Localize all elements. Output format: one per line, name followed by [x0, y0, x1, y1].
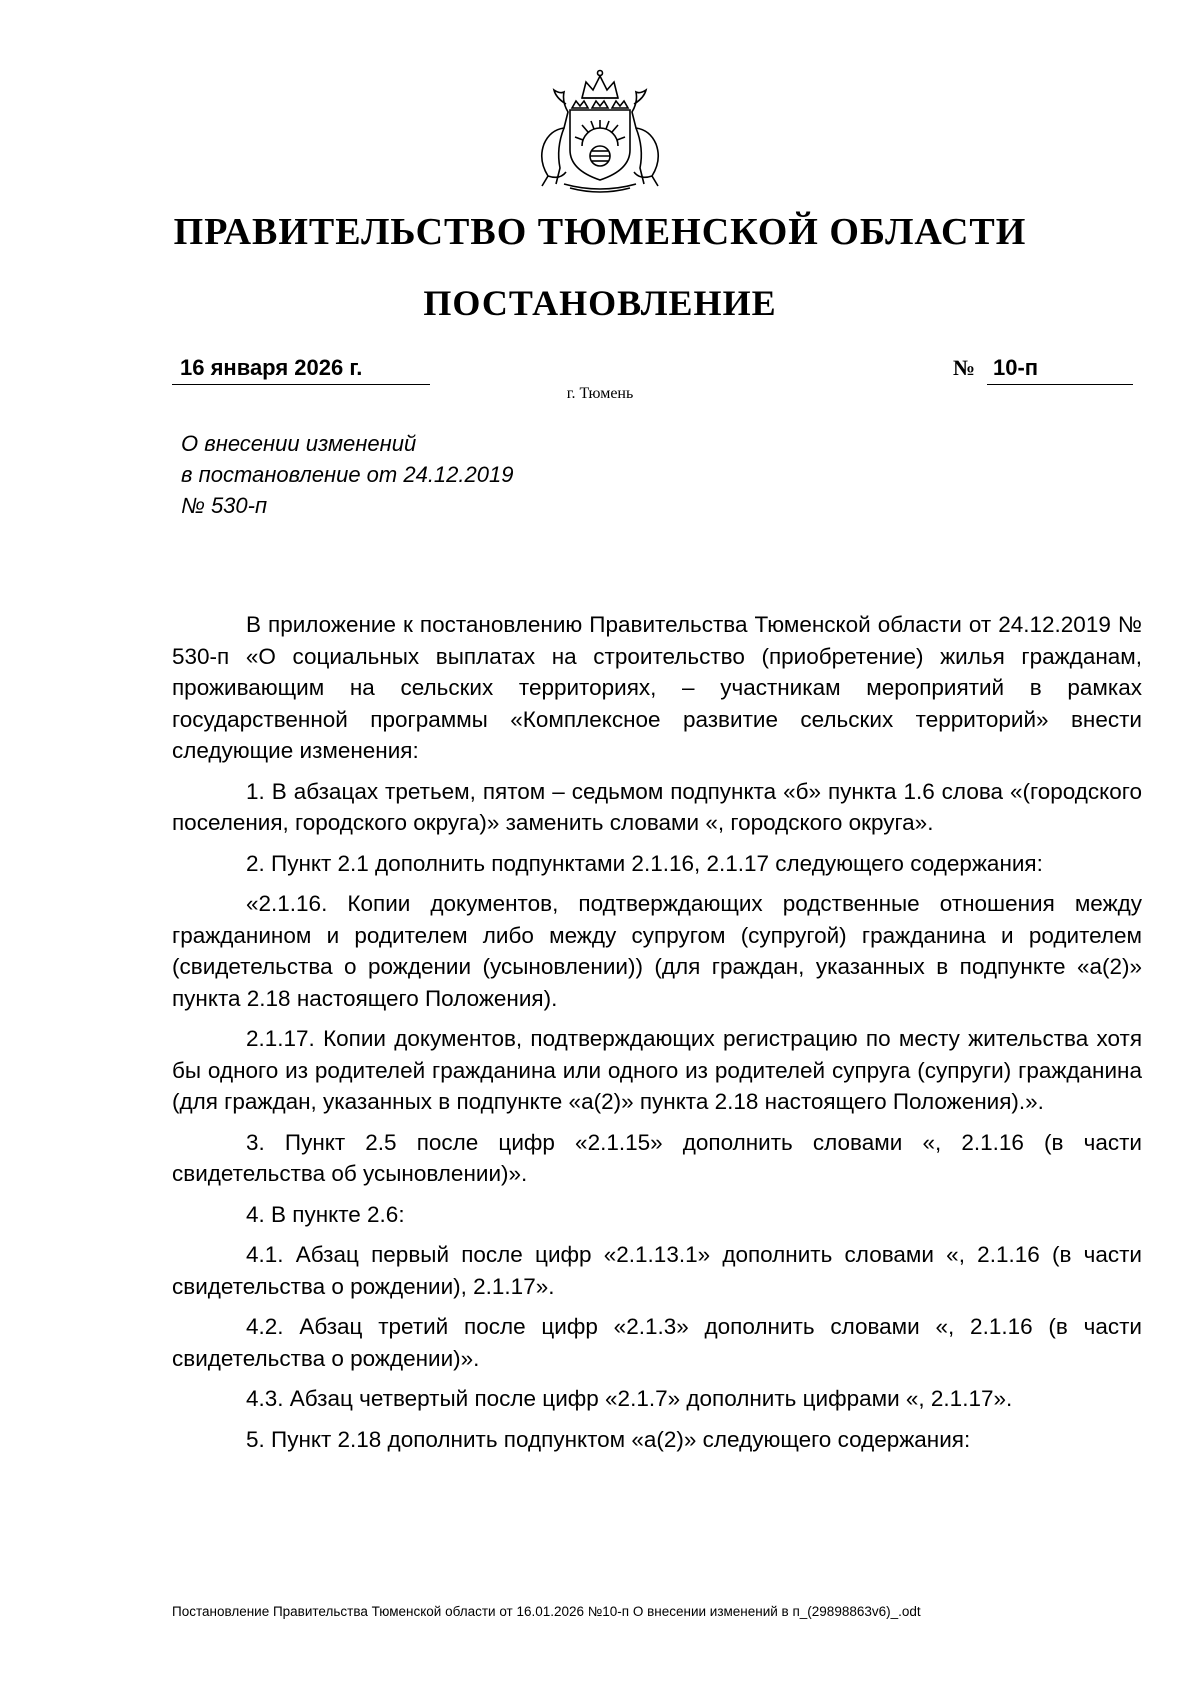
body-paragraph: 4.2. Абзац третий после цифр «2.1.3» дополнить словами «, 2.1.16 (в части свидетельства о рождении)».: [172, 1314, 1142, 1371]
date-field: [172, 354, 430, 385]
body-paragraph: «2.1.16. Копии документов, подтверждающих родственные отношения между гражданином и родителем либо между супругом (супругой) гражданина и родителем (свидетельства о рождении (усыновлении)) (для граждан, указанных в подпункте «а(2)» пункта 2.18 настоящего Положения).: [172, 891, 1142, 1011]
body-paragraph: 3. Пункт 2.5 после цифр «2.1.15» дополнить словами «, 2.1.16 (в части свидетельства об усыновлении)».: [172, 1129, 1142, 1186]
body-paragraph: 2. Пункт 2.1 дополнить подпунктами 2.1.16, 2.1.17 следующего содержания:: [246, 850, 1043, 876]
body-paragraph: 5. Пункт 2.18 дополнить подпунктом «а(2)» следующего содержания:: [246, 1426, 971, 1452]
number-label: №: [953, 355, 976, 380]
page-footer: Постановление Правительства Тюменской области от 16.01.2026 №10-п О внесении изменений в п_(29898863v6)_.odt: [172, 1604, 921, 1619]
body-paragraph: 4. В пункте 2.6:: [246, 1201, 405, 1227]
body-paragraph: 1. В абзацах третьем, пятом – седьмом подпункта «б» пункта 1.6 слова «(городского поселения, городского округа)» заменить словами «, городского округа».: [172, 778, 1142, 835]
body-paragraph: В приложение к постановлению Правительства Тюменской области от 24.12.2019 № 530-п «О социальных выплатах на строительство (приобретение) жилья гражданам, проживающим на сельских территориях, – участникам мероприятий в рамках государственной программы «Комплексное развитие сельских территорий» внести следующие изменения:: [172, 612, 1142, 763]
body-paragraph: 4.1. Абзац первый после цифр «2.1.13.1» дополнить словами «, 2.1.16 (в части свидетельства о рождении), 2.1.17».: [172, 1242, 1142, 1299]
number-field: [987, 354, 1133, 385]
document-subject: [181, 428, 641, 521]
government-title: ПРАВИТЕЛЬСТВО ТЮМЕНСКОЙ ОБЛАСТИ: [173, 211, 1027, 253]
subject-line: № 530-п: [181, 493, 268, 518]
document-number: 10-п: [993, 355, 1039, 380]
coat-of-arms-icon: [520, 68, 680, 196]
document-date: 16 января 2026 г.: [180, 355, 363, 380]
city-label: г. Тюмень: [566, 385, 634, 402]
document-body: [172, 609, 1142, 1464]
document-type: ПОСТАНОВЛЕНИЕ: [423, 283, 777, 323]
body-paragraph: 2.1.17. Копии документов, подтверждающих регистрацию по месту жительства хотя бы одного из родителей гражданина или одного из родителей супруга (супруги) гражданина (для граждан, указанных в подпункте «а(2)» пункта 2.18 настоящего Положения).».: [172, 1026, 1142, 1114]
subject-line: в постановление от 24.12.2019: [181, 462, 514, 487]
subject-line: О внесении изменений: [181, 431, 417, 456]
body-paragraph: 4.3. Абзац четвертый после цифр «2.1.7» дополнить цифрами «, 2.1.17».: [246, 1386, 1013, 1411]
